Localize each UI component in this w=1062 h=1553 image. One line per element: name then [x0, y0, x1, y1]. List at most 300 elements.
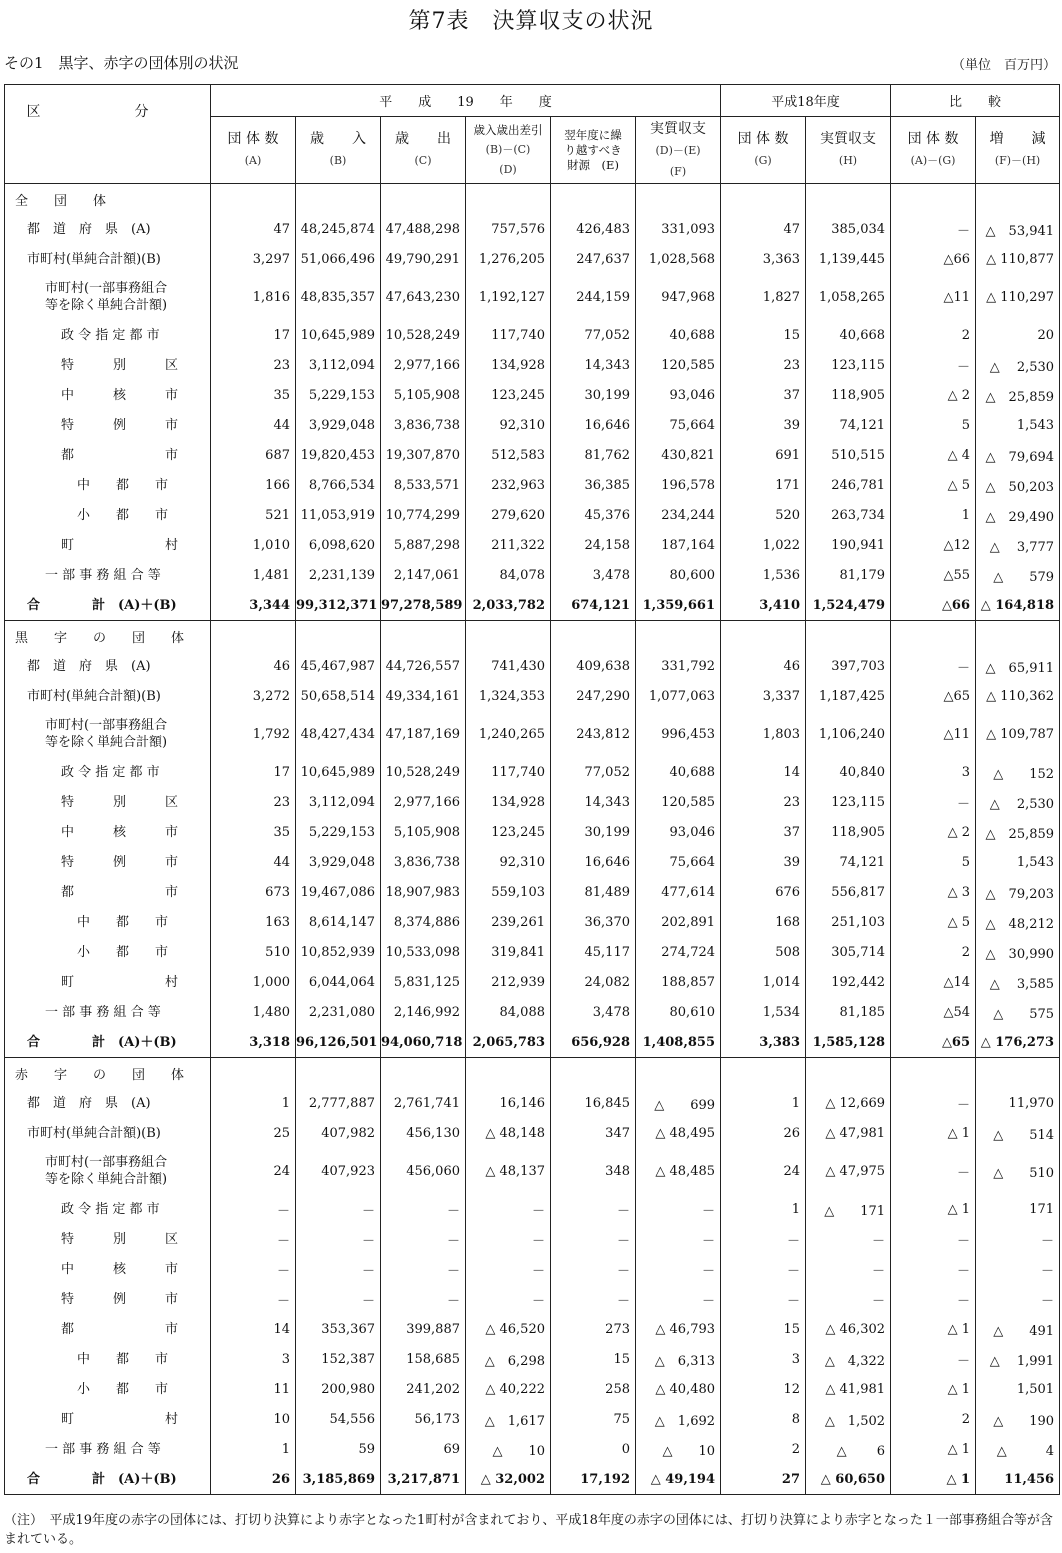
- column-header-text: 実質収支: [820, 131, 877, 147]
- table-cell: △54: [891, 997, 976, 1027]
- empty-cell: [721, 1058, 806, 1089]
- table-cell: 232,963: [466, 470, 551, 500]
- table-cell: 2,146,992: [381, 997, 466, 1027]
- table-cell: 319,841: [466, 937, 551, 967]
- table-cell: 11,053,919: [296, 500, 381, 530]
- table-cell: △ 48,495: [636, 1118, 721, 1148]
- table-cell: 188,857: [636, 967, 721, 997]
- table-cell: △65: [891, 681, 976, 711]
- table-cell: 212,939: [466, 967, 551, 997]
- table-cell: 3,318: [211, 1027, 296, 1058]
- empty-cell: [806, 621, 891, 652]
- table-cell: 18,907,983: [381, 877, 466, 907]
- table-cell: 3,217,871: [381, 1464, 466, 1495]
- table-cell: 5,831,125: [381, 967, 466, 997]
- table-cell: 47,643,230: [381, 274, 466, 320]
- header-h18: 平成18年度: [721, 85, 891, 117]
- table-cell: 196,578: [636, 470, 721, 500]
- table-cell: 44,726,557: [381, 651, 466, 681]
- table-cell: △14: [891, 967, 976, 997]
- empty-cell: [721, 184, 806, 215]
- section-heading: 黒 字 の 団 体: [5, 621, 211, 652]
- table-cell: 1,803: [721, 711, 806, 757]
- row-label-text: 政 令 指 定 都 市: [61, 1201, 160, 1217]
- table-cell: 2,147,061: [381, 560, 466, 590]
- table-cell: 251,103: [806, 907, 891, 937]
- table-cell: △ 1,991: [976, 1344, 1060, 1374]
- table-cell: 27: [721, 1464, 806, 1495]
- table-cell: △ 25,859: [976, 380, 1060, 410]
- row-label-text: 都 市: [61, 447, 179, 463]
- empty-cell: [296, 621, 381, 652]
- row-label: [5, 380, 211, 410]
- table-cell: △12: [891, 530, 976, 560]
- table-cell: 123,115: [806, 350, 891, 380]
- table-cell: 508: [721, 937, 806, 967]
- column-header-text: 歳入歳出差引: [473, 122, 543, 137]
- empty-cell: [211, 1058, 296, 1089]
- row-label: [5, 1148, 211, 1194]
- table-cell: 40,688: [636, 757, 721, 787]
- header-h19: 平 成 19 年 度: [211, 85, 721, 117]
- header-kubun: 区 分: [5, 85, 211, 184]
- column-header-text: (B)－(C): [485, 142, 531, 156]
- row-label: [5, 350, 211, 380]
- column-header-text: 歳 出: [395, 131, 451, 147]
- table-cell: 51,066,496: [296, 244, 381, 274]
- table-cell: 47: [721, 214, 806, 244]
- table-row: [5, 997, 1060, 1027]
- table-cell: 80,610: [636, 997, 721, 1027]
- column-header-text: (C): [414, 154, 432, 167]
- column-header: [381, 117, 466, 184]
- table-cell: 10: [211, 1404, 296, 1434]
- table-cell: 691: [721, 440, 806, 470]
- table-cell: －: [721, 1224, 806, 1254]
- table-cell: 10,852,939: [296, 937, 381, 967]
- table-cell: 3,363: [721, 244, 806, 274]
- table-cell: 244,159: [551, 274, 636, 320]
- table-cell: －: [636, 1224, 721, 1254]
- table-cell: －: [381, 1194, 466, 1224]
- row-label-text: 中 核 市: [61, 387, 179, 403]
- table-cell: △ 41,981: [806, 1374, 891, 1404]
- row-label-text: 市町村(単純合計額)(B): [27, 1125, 161, 1141]
- section-heading: 全 団 体: [5, 184, 211, 215]
- table-cell: 1,408,855: [636, 1027, 721, 1058]
- table-cell: 2,977,166: [381, 787, 466, 817]
- table-cell: 45,467,987: [296, 651, 381, 681]
- table-cell: 134,928: [466, 787, 551, 817]
- table-cell: 5,229,153: [296, 380, 381, 410]
- column-header-text: (D): [499, 162, 517, 176]
- table-cell: △ 171: [806, 1194, 891, 1224]
- row-label: [5, 500, 211, 530]
- empty-cell: [976, 184, 1060, 215]
- empty-cell: [636, 184, 721, 215]
- table-cell: 3,929,048: [296, 410, 381, 440]
- table-cell: △ 109,787: [976, 711, 1060, 757]
- table-cell: 152,387: [296, 1344, 381, 1374]
- table-cell: △ 46,520: [466, 1314, 551, 1344]
- table-cell: －: [381, 1254, 466, 1284]
- table-cell: －: [891, 1254, 976, 1284]
- empty-cell: [891, 621, 976, 652]
- row-label: [5, 274, 211, 320]
- row-label: [5, 440, 211, 470]
- table-cell: 347: [551, 1118, 636, 1148]
- table-cell: 510: [211, 937, 296, 967]
- table-cell: 1: [891, 500, 976, 530]
- table-cell: △ 29,490: [976, 500, 1060, 530]
- table-cell: 1,139,445: [806, 244, 891, 274]
- row-label: [5, 560, 211, 590]
- table-cell: △ 1,617: [466, 1404, 551, 1434]
- row-label-text: 小 都 市: [77, 944, 169, 960]
- table-cell: －: [211, 1194, 296, 1224]
- row-label: [5, 651, 211, 681]
- table-cell: △ 30,990: [976, 937, 1060, 967]
- table-cell: △ 1,502: [806, 1404, 891, 1434]
- table-cell: 1,816: [211, 274, 296, 320]
- row-label-text: 小 都 市: [77, 1381, 169, 1397]
- empty-cell: [806, 184, 891, 215]
- table-cell: 1,058,265: [806, 274, 891, 320]
- table-cell: △ 60,650: [806, 1464, 891, 1495]
- table-cell: 166: [211, 470, 296, 500]
- table-cell: 80,600: [636, 560, 721, 590]
- table-cell: －: [296, 1284, 381, 1314]
- table-cell: △ 164,818: [976, 590, 1060, 621]
- table-cell: 263,734: [806, 500, 891, 530]
- table-cell: 3: [721, 1344, 806, 1374]
- table-row: [5, 681, 1060, 711]
- table-cell: 49,790,291: [381, 244, 466, 274]
- row-label: [5, 1464, 211, 1495]
- table-cell: 81,185: [806, 997, 891, 1027]
- empty-cell: [551, 621, 636, 652]
- total-row: [5, 1464, 1060, 1495]
- table-cell: △ 25,859: [976, 817, 1060, 847]
- row-label: [5, 214, 211, 244]
- table-cell: 14,343: [551, 787, 636, 817]
- table-cell: △ 491: [976, 1314, 1060, 1344]
- row-label-text: 一 部 事 務 組 合 等: [45, 567, 161, 583]
- table-cell: 11: [211, 1374, 296, 1404]
- row-label-text: 都 市: [61, 1321, 179, 1337]
- table-row: [5, 1344, 1060, 1374]
- table-cell: 44: [211, 410, 296, 440]
- table-cell: 19,820,453: [296, 440, 381, 470]
- empty-cell: [551, 1058, 636, 1089]
- table-cell: 409,638: [551, 651, 636, 681]
- table-cell: 81,762: [551, 440, 636, 470]
- table-cell: 331,093: [636, 214, 721, 244]
- table-cell: 30,199: [551, 380, 636, 410]
- table-cell: △66: [891, 590, 976, 621]
- table-cell: 36,385: [551, 470, 636, 500]
- row-label: [5, 787, 211, 817]
- row-label-text: 一 部 事 務 組 合 等: [45, 1441, 161, 1457]
- table-cell: △ 3,585: [976, 967, 1060, 997]
- empty-cell: [721, 621, 806, 652]
- table-cell: 3: [211, 1344, 296, 1374]
- row-label: [5, 967, 211, 997]
- table-cell: △11: [891, 711, 976, 757]
- table-cell: 192,442: [806, 967, 891, 997]
- column-header: [211, 117, 296, 184]
- table-cell: △ 3,777: [976, 530, 1060, 560]
- table-cell: △65: [891, 1027, 976, 1058]
- table-cell: 741,430: [466, 651, 551, 681]
- column-header-text: 歳 入: [310, 131, 366, 147]
- table-cell: △ 79,203: [976, 877, 1060, 907]
- row-label: [5, 320, 211, 350]
- table-cell: 2: [721, 1434, 806, 1464]
- table-cell: 3,410: [721, 590, 806, 621]
- empty-cell: [296, 1058, 381, 1089]
- table-cell: 1,106,240: [806, 711, 891, 757]
- table-row: [5, 320, 1060, 350]
- header-hikaku: 比 較: [891, 85, 1060, 117]
- row-label: [5, 817, 211, 847]
- column-header: [551, 117, 636, 184]
- empty-cell: [296, 184, 381, 215]
- column-header-text: 団 体 数: [907, 131, 959, 147]
- empty-cell: [891, 1058, 976, 1089]
- table-cell: 348: [551, 1148, 636, 1194]
- column-header-text: 実質収支: [650, 120, 706, 137]
- table-cell: 17: [211, 320, 296, 350]
- table-cell: 2,033,782: [466, 590, 551, 621]
- table-cell: －: [891, 1088, 976, 1118]
- table-cell: 123,245: [466, 380, 551, 410]
- table-cell: 93,046: [636, 380, 721, 410]
- table-cell: 17,192: [551, 1464, 636, 1495]
- table-cell: 120,585: [636, 350, 721, 380]
- row-label: [5, 997, 211, 1027]
- table-cell: △ 48,485: [636, 1148, 721, 1194]
- table-cell: 15: [551, 1344, 636, 1374]
- table-row: [5, 530, 1060, 560]
- column-header-text: 団 体 数: [227, 131, 279, 147]
- row-label-text: 等を除く単純合計額): [45, 735, 168, 750]
- section-heading-row: [5, 184, 1060, 215]
- table-cell: 2: [891, 937, 976, 967]
- table-cell: －: [891, 1344, 976, 1374]
- table-cell: 510,515: [806, 440, 891, 470]
- column-header-text: 団 体 数: [737, 131, 789, 147]
- table-cell: 10,528,249: [381, 757, 466, 787]
- row-label: [5, 590, 211, 621]
- row-label: [5, 1254, 211, 1284]
- table-cell: 1: [211, 1434, 296, 1464]
- table-cell: －: [976, 1254, 1060, 1284]
- table-cell: 5,105,908: [381, 817, 466, 847]
- table-cell: 273: [551, 1314, 636, 1344]
- table-cell: 14: [211, 1314, 296, 1344]
- table-cell: －: [976, 1224, 1060, 1254]
- table-cell: 92,310: [466, 847, 551, 877]
- table-cell: 202,891: [636, 907, 721, 937]
- table-row: [5, 967, 1060, 997]
- table-row: [5, 440, 1060, 470]
- table-row: [5, 847, 1060, 877]
- table-cell: 77,052: [551, 757, 636, 787]
- empty-cell: [211, 184, 296, 215]
- table-cell: －: [211, 1284, 296, 1314]
- table-cell: △ 110,877: [976, 244, 1060, 274]
- table-cell: －: [721, 1284, 806, 1314]
- table-cell: 35: [211, 380, 296, 410]
- table-cell: －: [891, 1284, 976, 1314]
- table-cell: －: [551, 1254, 636, 1284]
- table-cell: 171: [976, 1194, 1060, 1224]
- total-row: [5, 1027, 1060, 1058]
- table-cell: 246,781: [806, 470, 891, 500]
- column-header: [806, 117, 891, 184]
- table-cell: 5: [891, 410, 976, 440]
- table-cell: △ 48,137: [466, 1148, 551, 1194]
- table-cell: △ 5: [891, 907, 976, 937]
- row-label: [5, 410, 211, 440]
- table-row: [5, 410, 1060, 440]
- table-cell: 477,614: [636, 877, 721, 907]
- row-label: [5, 1404, 211, 1434]
- row-label: [5, 1284, 211, 1314]
- table-cell: 3,185,869: [296, 1464, 381, 1495]
- table-cell: 2,777,887: [296, 1088, 381, 1118]
- table-cell: 24,158: [551, 530, 636, 560]
- table-cell: △ 10: [636, 1434, 721, 1464]
- column-header: [466, 117, 551, 184]
- row-label: [5, 1194, 211, 1224]
- table-cell: 47,488,298: [381, 214, 466, 244]
- table-cell: 26: [211, 1464, 296, 1495]
- table-cell: 1,010: [211, 530, 296, 560]
- table-cell: 8,614,147: [296, 907, 381, 937]
- table-cell: △ 176,273: [976, 1027, 1060, 1058]
- table-cell: －: [466, 1224, 551, 1254]
- table-row: [5, 1434, 1060, 1464]
- table-cell: 16,646: [551, 410, 636, 440]
- table-cell: －: [891, 651, 976, 681]
- table-cell: 24: [211, 1148, 296, 1194]
- table-cell: 1,240,265: [466, 711, 551, 757]
- table-cell: 163: [211, 907, 296, 937]
- table-cell: 1,276,205: [466, 244, 551, 274]
- table-cell: △ 6,298: [466, 1344, 551, 1374]
- table-cell: －: [891, 1224, 976, 1254]
- table-cell: 5,887,298: [381, 530, 466, 560]
- table-cell: 521: [211, 500, 296, 530]
- table-cell: 1: [721, 1088, 806, 1118]
- table-cell: 1: [211, 1088, 296, 1118]
- row-label-text: 町 村: [61, 537, 179, 553]
- table-cell: △ 575: [976, 997, 1060, 1027]
- table-cell: 14: [721, 757, 806, 787]
- table-cell: 0: [551, 1434, 636, 1464]
- table-cell: △ 4,322: [806, 1344, 891, 1374]
- table-row: [5, 757, 1060, 787]
- table-cell: 211,322: [466, 530, 551, 560]
- table-cell: －: [721, 1254, 806, 1284]
- table-cell: 2: [891, 1404, 976, 1434]
- table-row: [5, 1284, 1060, 1314]
- row-label: [5, 470, 211, 500]
- table-cell: △ 53,941: [976, 214, 1060, 244]
- table-cell: 3,929,048: [296, 847, 381, 877]
- table-cell: 247,290: [551, 681, 636, 711]
- table-cell: 676: [721, 877, 806, 907]
- table-cell: 24: [721, 1148, 806, 1194]
- table-cell: △ 1: [891, 1194, 976, 1224]
- table-cell: 656,928: [551, 1027, 636, 1058]
- table-cell: 16,845: [551, 1088, 636, 1118]
- table-cell: 23: [721, 350, 806, 380]
- table-cell: 11,456: [976, 1464, 1060, 1495]
- table-cell: －: [976, 1284, 1060, 1314]
- row-label: [5, 244, 211, 274]
- table-cell: 8,766,534: [296, 470, 381, 500]
- table-cell: △ 32,002: [466, 1464, 551, 1495]
- table-cell: 123,115: [806, 787, 891, 817]
- table-row: [5, 560, 1060, 590]
- table-cell: △ 47,975: [806, 1148, 891, 1194]
- table-row: [5, 711, 1060, 757]
- table-row: [5, 1404, 1060, 1434]
- table-cell: 11,970: [976, 1088, 1060, 1118]
- empty-cell: [551, 184, 636, 215]
- table-cell: 5,105,908: [381, 380, 466, 410]
- table-cell: 1,536: [721, 560, 806, 590]
- table-row: [5, 350, 1060, 380]
- table-cell: △ 10: [466, 1434, 551, 1464]
- row-label: [5, 937, 211, 967]
- table-cell: 48,835,357: [296, 274, 381, 320]
- table-cell: 520: [721, 500, 806, 530]
- table-cell: △ 110,297: [976, 274, 1060, 320]
- table-cell: △ 40,222: [466, 1374, 551, 1404]
- table-cell: △11: [891, 274, 976, 320]
- row-label: [5, 1088, 211, 1118]
- row-label: [5, 1314, 211, 1344]
- empty-cell: [466, 1058, 551, 1089]
- table-cell: △55: [891, 560, 976, 590]
- table-cell: 74,121: [806, 410, 891, 440]
- row-label: [5, 711, 211, 757]
- table-cell: 1,792: [211, 711, 296, 757]
- row-label-text: 等を除く単純合計額): [45, 1172, 168, 1187]
- empty-cell: [211, 621, 296, 652]
- table-cell: 8,374,886: [381, 907, 466, 937]
- column-header: [891, 117, 976, 184]
- table-cell: 15: [721, 320, 806, 350]
- table-cell: 26: [721, 1118, 806, 1148]
- table-cell: △ 1: [891, 1464, 976, 1495]
- table-cell: 96,126,501: [296, 1027, 381, 1058]
- unit-label: （単位 百万円）: [951, 58, 1056, 73]
- table-cell: －: [891, 350, 976, 380]
- table-cell: －: [891, 1148, 976, 1194]
- table-cell: 3,478: [551, 997, 636, 1027]
- table-cell: 397,703: [806, 651, 891, 681]
- empty-cell: [976, 621, 1060, 652]
- table-cell: 81,489: [551, 877, 636, 907]
- table-cell: 54,556: [296, 1404, 381, 1434]
- table-cell: 274,724: [636, 937, 721, 967]
- table-cell: △ 2,530: [976, 787, 1060, 817]
